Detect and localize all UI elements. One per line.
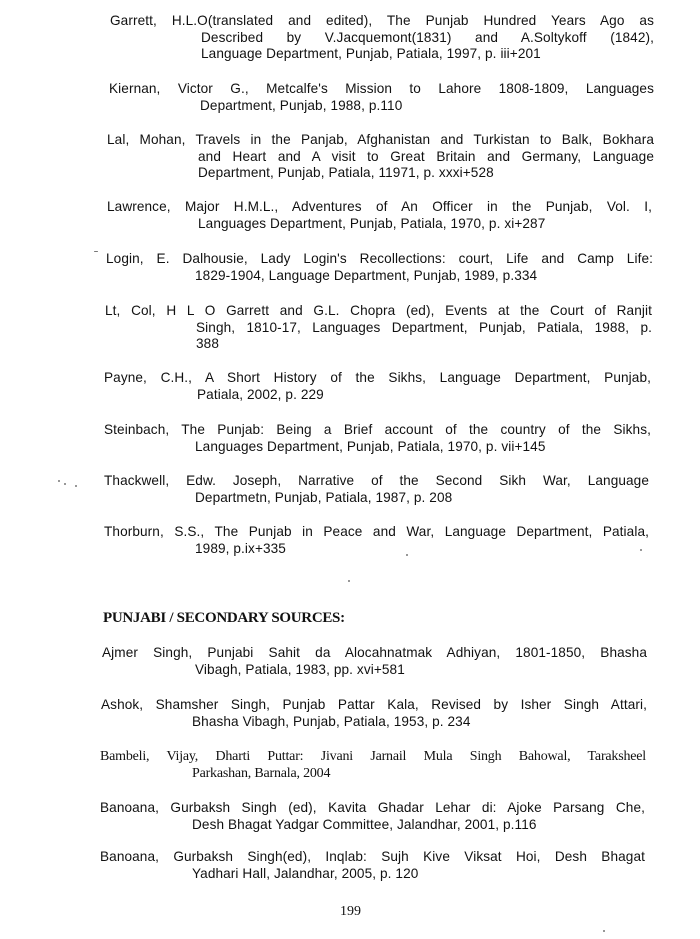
bibliography-entry-garrett-chopra bbox=[105, 303, 652, 353]
entry-line: Parkashan, Barnala, 2004 bbox=[192, 765, 331, 781]
bibliography-entry-payne bbox=[104, 370, 651, 403]
entry-line: Steinbach, The Punjab: Being a Brief account of the country of the Sikhs, bbox=[104, 422, 651, 437]
bibliography-entry-ashok bbox=[101, 697, 647, 730]
scan-speck bbox=[94, 251, 98, 252]
entry-line: Thackwell, Edw. Joseph, Narrative of the Second Sikh War, Language bbox=[104, 473, 649, 488]
page-number: 199 bbox=[340, 904, 361, 919]
scan-speck bbox=[75, 485, 77, 487]
entry-line: Yadhari Hall, Jalandhar, 2005, p. 120 bbox=[192, 865, 419, 881]
bibliography-entry-lal bbox=[107, 132, 654, 182]
entry-line: Language Department, Punjab, Patiala, 1997, p. iii+201 bbox=[201, 46, 541, 61]
entry-line: Department, Punjab, 1988, p.110 bbox=[200, 97, 403, 113]
entry-line: Payne, C.H., A Short History of the Sikhs, Language Department, Punjab, bbox=[104, 370, 651, 385]
section-heading: PUNJABI / SECONDARY SOURCES: bbox=[103, 610, 345, 626]
entry-line: and Heart and A visit to Great Britain and Germany, Language bbox=[198, 148, 654, 164]
entry-line: Lal, Mohan, Travels in the Panjab, Afghanistan and Turkistan to Balk, Bokhara bbox=[107, 132, 654, 147]
scan-speck bbox=[640, 549, 642, 551]
entry-line: Languages Department, Punjab, Patiala, 1970, p. xi+287 bbox=[198, 215, 546, 231]
bibliography-entry-lawrence bbox=[107, 199, 652, 232]
entry-line: Bambeli, Vijay, Dharti Puttar: Jivani Jarnail Mula Singh Bahowal, Taraksheel bbox=[100, 749, 646, 764]
entry-line: Department, Punjab, Patiala, 11971, p. xxxi+528 bbox=[198, 165, 494, 180]
bibliography-entry-ajmer-singh bbox=[102, 645, 647, 678]
bibliography-entry-thackwell bbox=[104, 473, 649, 506]
entry-line: Vibagh, Patiala, 1983, pp. xvi+581 bbox=[195, 661, 405, 677]
bibliography-entry-garrett bbox=[110, 13, 654, 63]
entry-line: 388 bbox=[196, 336, 219, 351]
bibliography-entry-kiernan bbox=[109, 81, 654, 114]
entry-line: Garrett, H.L.O(translated and edited), The Punjab Hundred Years Ago as bbox=[110, 13, 654, 28]
entry-line: Patiala, 2002, p. 229 bbox=[197, 386, 324, 402]
entry-line: Desh Bhagat Yadgar Committee, Jalandhar, 2001, p.116 bbox=[192, 816, 537, 832]
bibliography-entry-login bbox=[106, 251, 653, 284]
scan-speck bbox=[406, 554, 408, 556]
entry-line: Bhasha Vibagh, Punjab, Patiala, 1953, p. 234 bbox=[192, 713, 471, 729]
entry-line: Banoana, Gurbaksh Singh(ed), Inqlab: Sujh Kive Viksat Hoi, Desh Bhagat bbox=[100, 849, 645, 864]
scan-speck bbox=[603, 930, 605, 932]
bibliography-entry-banoana-inqlab bbox=[100, 849, 645, 882]
entry-line: Ashok, Shamsher Singh, Punjab Pattar Kala, Revised by Isher Singh Attari, bbox=[101, 697, 647, 712]
entry-line: Lawrence, Major H.M.L., Adventures of An Officer in the Punjab, Vol. I, bbox=[107, 199, 652, 214]
bibliography-entry-thorburn bbox=[104, 524, 649, 557]
entry-line: Ajmer Singh, Punjabi Sahit da Alocahnatmak Adhiyan, 1801-1850, Bhasha bbox=[102, 645, 647, 660]
entry-line: 1829-1904, Language Department, Punjab, 1989, p.334 bbox=[195, 267, 538, 283]
entry-line: Singh, 1810-17, Languages Department, Punjab, Patiala, 1988, p. bbox=[196, 319, 652, 335]
entry-line: 1989, p.ix+335 bbox=[195, 540, 286, 556]
entry-line: Described by V.Jacquemont(1831) and A.Soltykoff (1842), bbox=[201, 29, 654, 45]
entry-line: Banoana, Gurbaksh Singh (ed), Kavita Ghadar Lehar di: Ajoke Parsang Che, bbox=[100, 800, 645, 815]
bibliography-entry-banoana-kavita bbox=[100, 800, 645, 833]
entry-line: Kiernan, Victor G., Metcalfe's Mission to Lahore 1808-1809, Languages bbox=[109, 81, 654, 96]
scan-speck bbox=[64, 483, 66, 485]
entry-line: Login, E. Dalhousie, Lady Login's Recollections: court, Life and Camp Life: bbox=[106, 251, 653, 266]
scan-speck bbox=[58, 480, 60, 482]
scan-speck bbox=[348, 580, 350, 582]
entry-line: Thorburn, S.S., The Punjab in Peace and War, Language Department, Patiala, bbox=[104, 524, 649, 539]
bibliography-entry-steinbach bbox=[104, 422, 651, 455]
entry-line: Departmetn, Punjab, Patiala, 1987, p. 208 bbox=[195, 489, 453, 505]
entry-line: Lt, Col, H L O Garrett and G.L. Chopra (ed), Events at the Court of Ranjit bbox=[105, 303, 652, 318]
entry-line: Languages Department, Punjab, Patiala, 1970, p. vii+145 bbox=[195, 438, 546, 454]
bibliography-entry-bambeli bbox=[100, 749, 646, 782]
